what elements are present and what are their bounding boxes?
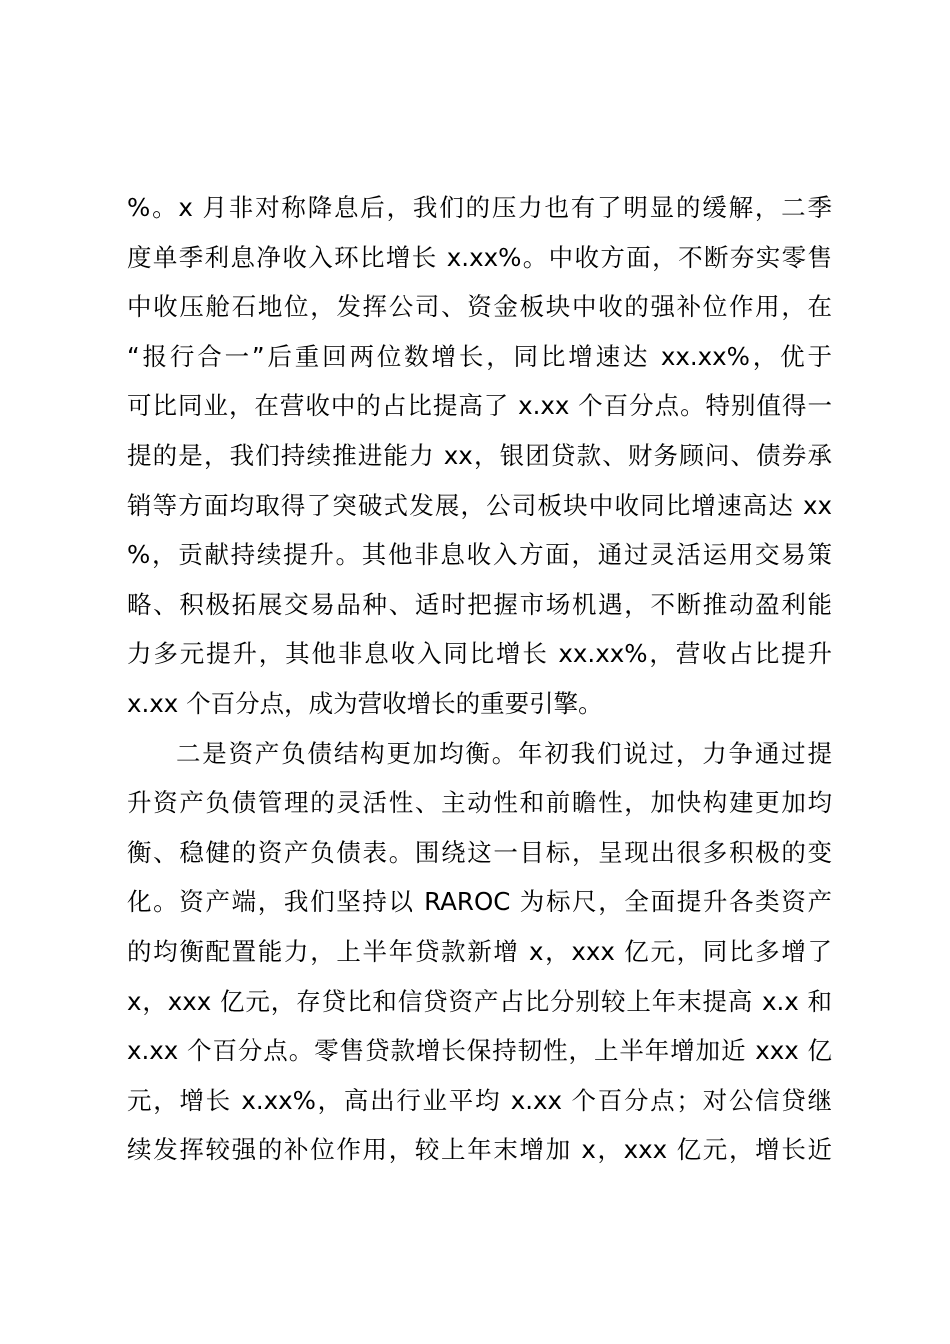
paragraph-1-line-5: 可比同业，在营收中的占比提高了 x.xx 个百分点。特别值得一 xyxy=(127,391,832,420)
paragraph-1-line-3: 中收压舱石地位，发挥公司、资金板块中收的强补位作用，在 xyxy=(127,292,832,321)
paragraph-2-line-6: x，xxx 亿元，存贷比和信贷资产占比分别较上年末提高 x.x 和 xyxy=(127,987,832,1016)
paragraph-2-line-5: 的均衡配置能力，上半年贷款新增 x，xxx 亿元，同比多增了 xyxy=(127,937,832,966)
paragraph-1-line-1: %。x 月非对称降息后，我们的压力也有了明显的缓解，二季 xyxy=(127,193,832,222)
paragraph-1-line-7: 销等方面均取得了突破式发展，公司板块中收同比增速高达 xx xyxy=(127,491,832,520)
paragraph-1-line-4: “报行合一”后重回两位数增长，同比增速达 xx.xx%，优于 xyxy=(127,342,832,371)
paragraph-1-line-11: x.xx 个百分点，成为营收增长的重要引擎。 xyxy=(127,689,603,718)
paragraph-2-line-3: 衡、稳健的资产负债表。围绕这一目标，呈现出很多积极的变 xyxy=(127,838,832,867)
paragraph-2-line-9: 续发挥较强的补位作用，较上年末增加 x，xxx 亿元，增长近 xyxy=(127,1135,832,1164)
paragraph-2-line-1: 二是资产负债结构更加均衡。年初我们说过，力争通过提 xyxy=(176,739,832,768)
paragraph-2-line-7: x.xx 个百分点。零售贷款增长保持韧性，上半年增加近 xxx 亿 xyxy=(127,1036,832,1065)
paragraph-1-line-2: 度单季利息净收入环比增长 x.xx%。中收方面，不断夯实零售 xyxy=(127,243,832,272)
paragraph-2-line-8: 元，增长 x.xx%，高出行业平均 x.xx 个百分点；对公信贷继 xyxy=(127,1086,832,1115)
paragraph-1-line-9: 略、积极拓展交易品种、适时把握市场机遇，不断推动盈利能 xyxy=(127,590,832,619)
paragraph-1-line-6: 提的是，我们持续推进能力 xx，银团贷款、财务顾问、债券承 xyxy=(127,441,832,470)
paragraph-2-line-2: 升资产负债管理的灵活性、主动性和前瞻性，加快构建更加均 xyxy=(127,788,832,817)
paragraph-1-line-8: %，贡献持续提升。其他非息收入方面，通过灵活运用交易策 xyxy=(127,540,832,569)
paragraph-1-line-10: 力多元提升，其他非息收入同比增长 xx.xx%，营收占比提升 xyxy=(127,639,832,668)
paragraph-2-line-4: 化。资产端，我们坚持以 RAROC 为标尺，全面提升各类资产 xyxy=(127,887,832,916)
